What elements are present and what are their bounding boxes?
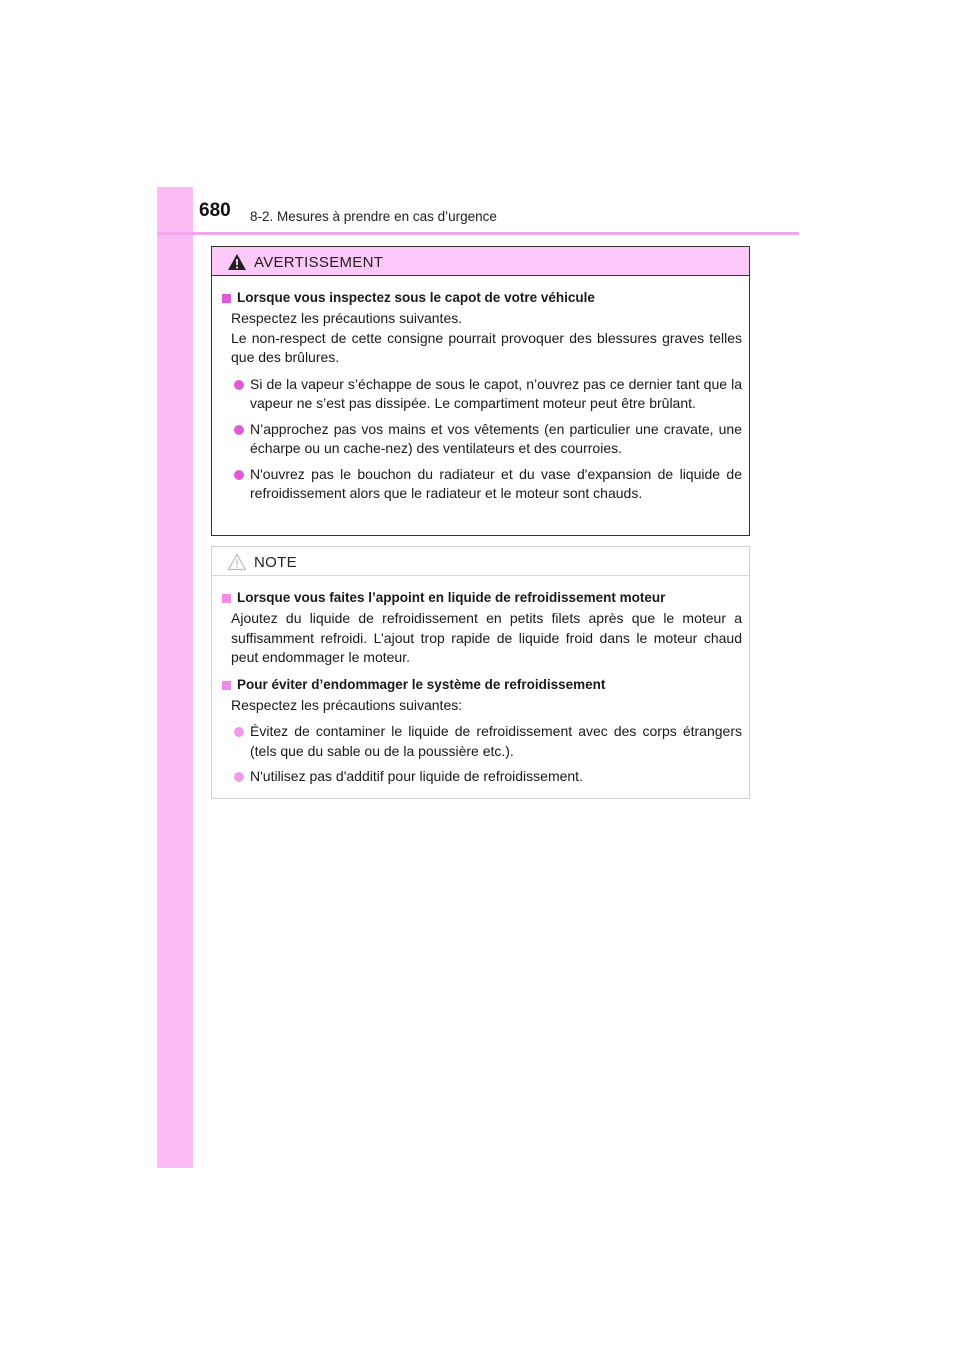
round-bullet-icon xyxy=(234,772,244,782)
round-bullet-icon xyxy=(234,727,244,737)
section-title: 8-2. Mesures à prendre en cas d’urgence xyxy=(250,209,497,224)
square-bullet-icon xyxy=(222,594,231,603)
warning-label: AVERTISSEMENT xyxy=(254,254,384,271)
note-heading-1: Lorsque vous faites l’appoint en liquide de refroidissement moteur xyxy=(220,588,742,608)
header-rule xyxy=(157,232,799,235)
side-tab-band xyxy=(157,187,193,1168)
caution-triangle-outline-icon xyxy=(227,553,247,571)
warning-box-header xyxy=(212,247,749,276)
square-bullet-icon xyxy=(222,294,231,303)
page-number: 680 xyxy=(199,200,231,221)
warning-bullet-3: N'ouvrez pas le bouchon du radiateur et du vase d'expansion de liquide de refroidissement alors que le radiateur et le moteur sont chauds. xyxy=(220,465,742,504)
note-text-1: Ajoutez du liquide de refroidissement en petits filets après que le moteur a suffisamment refroidi. L’ajout trop rapide de liquide froid dans le moteur chaud peut endommager le moteur. xyxy=(231,610,742,665)
note-intro-2: Respectez les précautions suivantes: xyxy=(231,696,463,713)
warning-bullet-1: Si de la vapeur s’échappe de sous le capot, n’ouvrez pas ce dernier tant que la vapeur ne s’est pas dissipée. Le compartiment moteur peut être brûlant. xyxy=(220,375,742,414)
note-bullet-2: N'utilisez pas d'additif pour liquide de refroidissement. xyxy=(220,767,742,787)
note-box xyxy=(211,546,750,799)
note-box-header xyxy=(212,547,749,576)
round-bullet-icon xyxy=(234,425,244,435)
warning-bullet-2: N’approchez pas vos mains et vos vêtements (en particulier une cravate, une écharpe ou un cache-nez) des ventilateurs et des courroies. xyxy=(220,420,742,459)
warning-intro-2: Le non-respect de cette consigne pourrait provoquer des blessures graves telles que des brûlures. xyxy=(231,329,742,365)
note-heading-2: Pour éviter d’endommager le système de refroidissement xyxy=(220,675,742,695)
square-bullet-icon xyxy=(222,681,231,690)
warning-heading: Lorsque vous inspectez sous le capot de votre véhicule xyxy=(220,288,742,308)
note-label: NOTE xyxy=(254,554,297,571)
warning-triangle-icon xyxy=(227,253,247,271)
warning-box xyxy=(211,246,750,536)
round-bullet-icon xyxy=(234,380,244,390)
round-bullet-icon xyxy=(234,470,244,480)
warning-intro: Respectez les précautions suivantes. xyxy=(231,310,463,326)
note-bullet-1: Évitez de contaminer le liquide de refroidissement avec des corps étrangers (tels que du sable ou de la poussière etc.). xyxy=(220,722,742,761)
